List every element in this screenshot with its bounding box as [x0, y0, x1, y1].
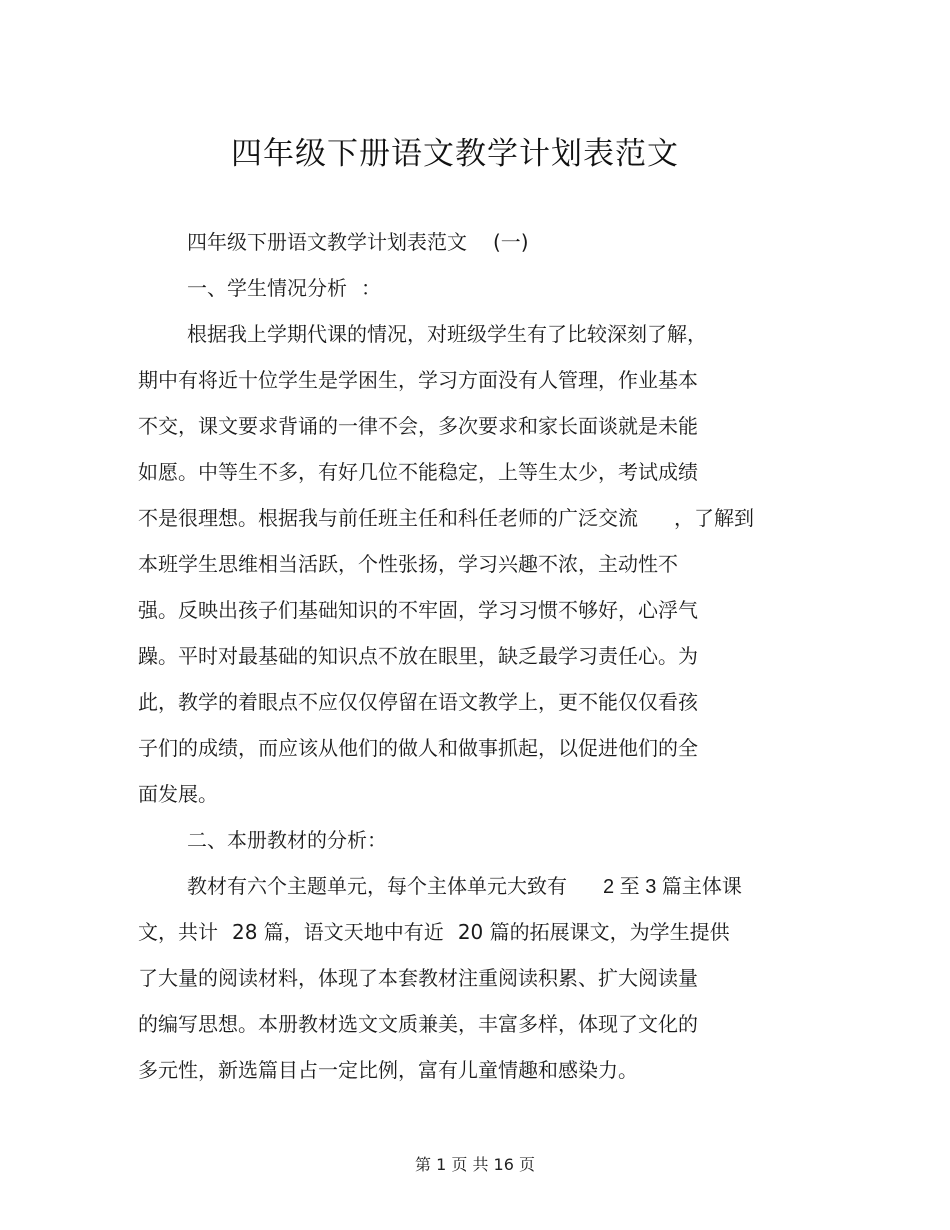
- text-segment: 28 篇，语文天地中有近: [232, 920, 444, 944]
- text-segment: ，了解到: [674, 506, 754, 530]
- text-segment: 20 篇的拓展课文，为学生提供: [457, 920, 730, 944]
- paragraph-line: 期中有将近十位学生是学困生，学习方面没有人管理，作业基本: [138, 368, 698, 392]
- paragraph-line: 了大量的阅读材料，体现了本套教材注重阅读积累、扩大阅读量: [138, 966, 698, 990]
- paragraph-line: 子们的成绩，而应该从他们的做人和做事抓起，以促进他们的全: [138, 736, 698, 760]
- paragraph-line: 强。反映出孩子们基础知识的不牢固，学习习惯不够好，心浮气: [138, 598, 698, 622]
- text-segment: 2 至 3 篇主体课: [603, 876, 742, 898]
- text-segment: 文，共计: [138, 920, 218, 944]
- section-heading-students: [138, 268, 818, 314]
- paragraph-line: 本班学生思维相当活跃，个性张扬，学习兴趣不浓，主动性不: [138, 552, 678, 576]
- document-body: [138, 222, 818, 1096]
- text-segment: 一、学生情况分析: [187, 276, 347, 300]
- paragraph-line: 的编写思想。本册教材选文文质兼美，丰富多样，体现了文化的: [138, 1012, 698, 1036]
- text-segment: ：: [361, 276, 381, 300]
- section-heading-plan: [138, 222, 818, 268]
- text-segment: 教材有六个主题单元，每个主体单元大致有: [187, 874, 567, 898]
- paragraph-line: 此，教学的着眼点不应仅仅停留在语文教学上，更不能仅仅看孩: [138, 690, 698, 714]
- page-number-footer: 第 1 页 共 16 页: [415, 1155, 535, 1174]
- paragraph-line: 不交，课文要求背诵的一律不会，多次要求和家长面谈就是未能: [138, 414, 698, 438]
- section-heading-textbook: 二、本册教材的分析：: [187, 828, 387, 852]
- paragraph-line: 如愿。中等生不多，有好几位不能稳定，上等生太少，考试成绩: [138, 460, 698, 484]
- text-segment: (一): [493, 230, 529, 254]
- paragraph-line: [138, 498, 818, 544]
- document-title: 四年级下册语文教学计划表范文: [231, 136, 679, 172]
- paragraph-line: 根据我上学期代课的情况，对班级学生有了比较深刻了解，: [187, 322, 707, 346]
- paragraph-line: 躁。平时对最基础的知识点不放在眼里，缺乏最学习责任心。为: [138, 644, 698, 668]
- paragraph-line: 多元性，新选篇目占一定比例，富有儿童情趣和感染力。: [138, 1058, 638, 1082]
- paragraph-line: [138, 912, 818, 958]
- text-segment: 四年级下册语文教学计划表范文: [187, 230, 467, 254]
- paragraph-line: 面发展。: [138, 782, 218, 806]
- paragraph-line: [138, 866, 818, 912]
- text-segment: 不是很理想。根据我与前任班主任和科任老师的广泛交流: [138, 506, 638, 530]
